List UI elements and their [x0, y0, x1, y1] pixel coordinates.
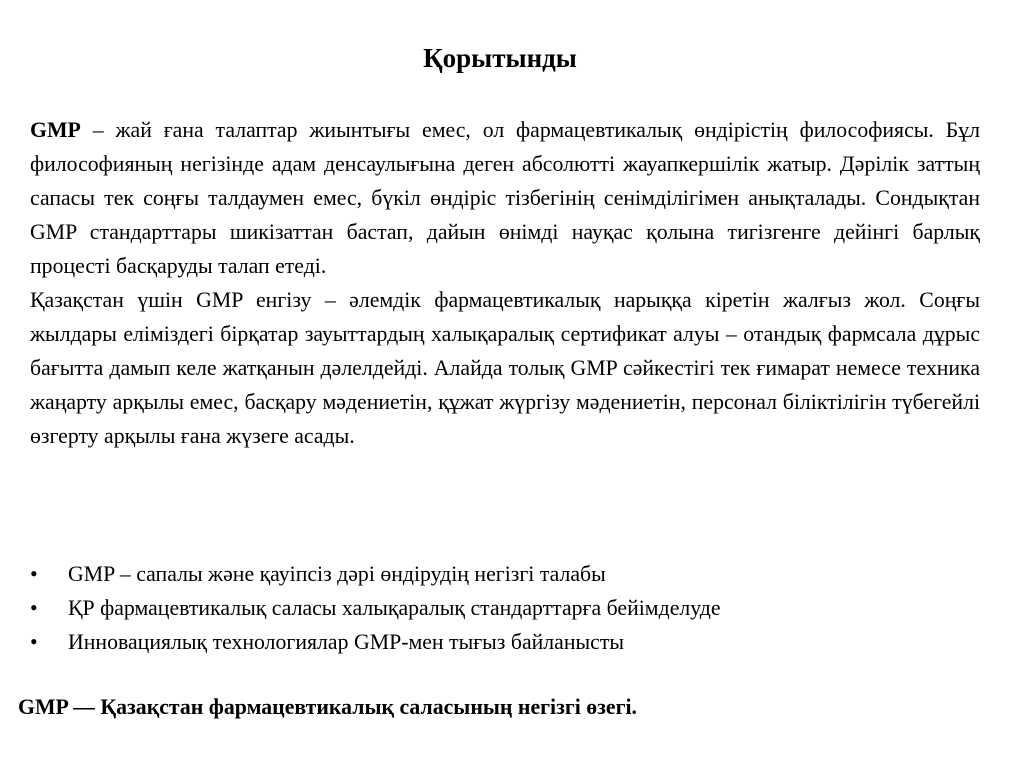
bullet-text: Инновациялық технологиялар GMP-мен тығыз байланысты: [68, 630, 624, 654]
paragraph-gmp-philosophy-text: – жай ғана талаптар жиынтығы емес, ол фармацевтикалық өндірістің философиясы. Бұл философияның негізінде адам денсаулығына деген абсолютті жауапкершілік жатыр. Дәрілік заттың сапасы тек соңғы талдаумен емес, бүкіл өндіріс тізбегінің сенімділігімен анықталады. Сондықтан GMP стандарттары шикізаттан бастап, дайын өнімді науқас қолына тигізгенге дейінгі барлық процесті басқаруды талап етеді.: [30, 118, 980, 278]
body-text: [30, 113, 980, 453]
paragraph-kazakhstan-gmp: Қазақстан үшін GMP енгізу – әлемдік фармацевтикалық нарыққа кіретін жалғыз жол. Соңғы жылдары еліміздегі бірқатар зауыттардың халықаралық сертификат алуы – отандық фармсала дұрыс бағытта дамып келе жатқанын дәлелдейді. Алайда толық GMP сәйкестігі тек ғимарат немесе техника жаңарту арқылы емес, басқару мәдениетін, құжат жүргізу мәдениетін, персонал біліктілігін түбегейлі өзгерту арқылы ғана жүзеге асады.: [30, 288, 980, 448]
conclusion-statement: GMP — Қазақстан фармацевтикалық саласының негізгі өзегі.: [18, 695, 637, 719]
bullet-icon: •: [30, 630, 38, 654]
bullet-icon: •: [30, 596, 38, 620]
bullet-text: GMP – сапалы және қауіпсіз дәрі өндірудің негізгі талабы: [68, 562, 606, 586]
list-item: [30, 557, 980, 591]
list-item: [30, 591, 980, 625]
bullet-text: ҚР фармацевтикалық саласы халықаралық стандарттарға бейімделуде: [68, 596, 721, 620]
bullet-icon: •: [30, 562, 38, 586]
paragraph-gmp-philosophy: [30, 113, 980, 283]
slide-title: Қорытынды: [423, 43, 577, 73]
list-item: [30, 625, 980, 659]
paragraph-lead-term: GMP: [30, 118, 81, 142]
bullet-list: [30, 557, 980, 659]
